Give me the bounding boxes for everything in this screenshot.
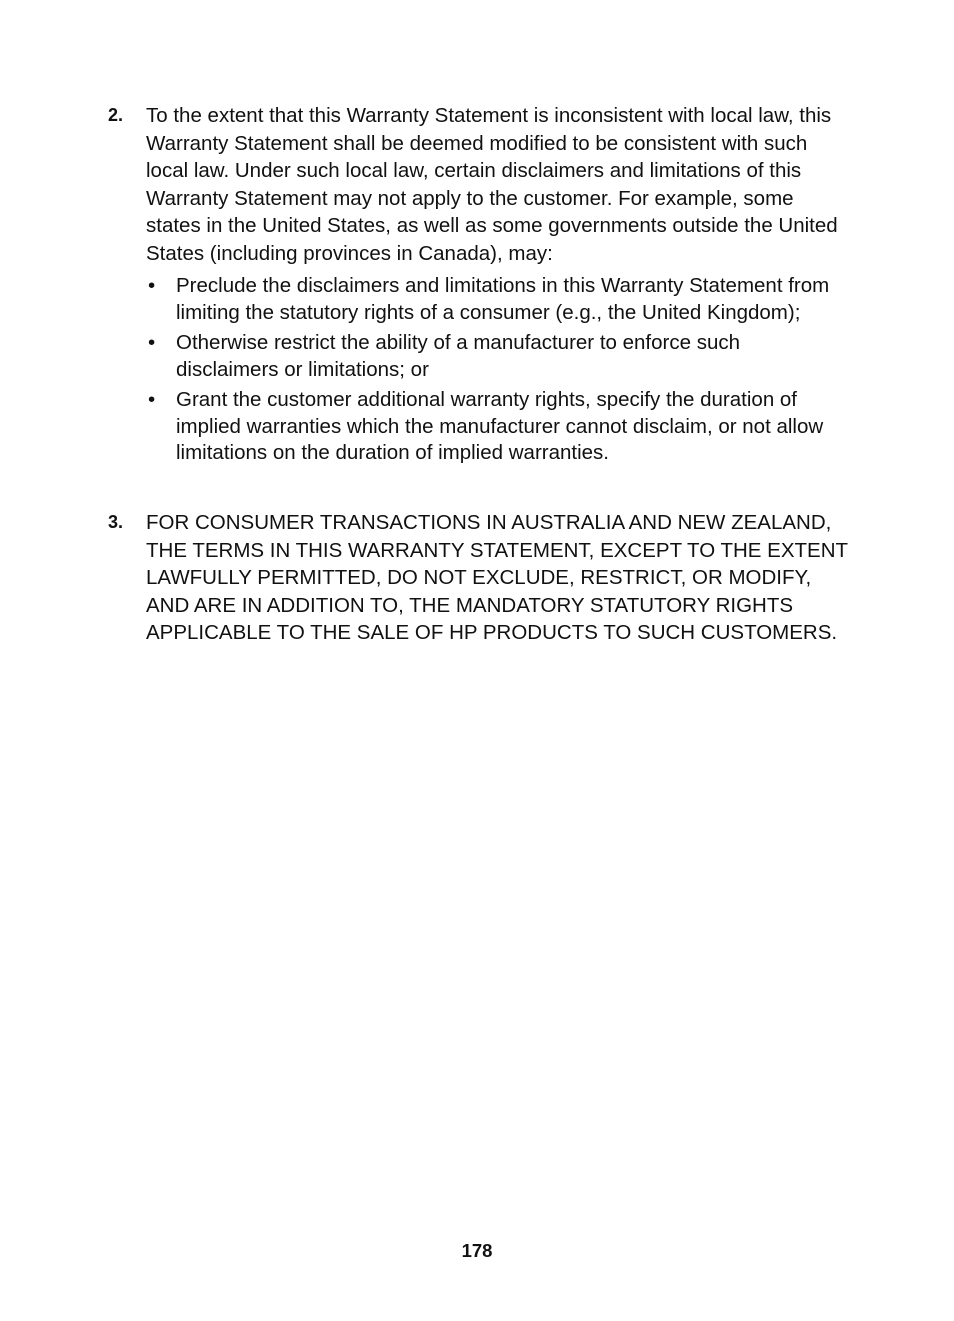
warranty-item-2 — [108, 102, 848, 471]
bullet-icon: • — [148, 331, 156, 354]
bullet-text: Preclude the disclaimers and limitations in this Warranty Statement from limiting the statutory rights of a consumer (e.g., the United Kingdom); — [176, 274, 830, 324]
item-body — [146, 509, 848, 647]
warranty-item-3 — [108, 509, 848, 647]
item-number: 3. — [108, 512, 124, 532]
item-paragraph: FOR CONSUMER TRANSACTIONS IN AUSTRALIA AND NEW ZEALAND, THE TERMS IN THIS WARRANTY STATEMENT, EXCEPT TO THE EXTENT LAWFULLY PERMITTED, DO NOT EXCLUDE, RESTRICT, OR MODIFY, AND ARE IN ADDITION TO, THE MANDATORY STATUTORY RIGHTS APPLICABLE TO THE SALE OF HP PRODUCTS TO SUCH CUSTOMERS. — [146, 511, 848, 644]
bullet-item — [146, 330, 848, 383]
bullet-text: Grant the customer additional warranty rights, specify the duration of implied warranties which the manufacturer cannot disclaim, or not allow limitations on the duration of implied warranties. — [176, 388, 824, 464]
bullet-item — [146, 387, 848, 467]
bullet-icon: • — [148, 274, 156, 297]
bullet-item — [146, 273, 848, 326]
bullet-icon: • — [148, 388, 156, 411]
page-number: 178 — [461, 1240, 493, 1261]
item-paragraph: To the extent that this Warranty Statement is inconsistent with local law, this Warranty Statement shall be deemed modified to be consistent with such local law. Under such local law, certain disclaimers and limitations of this Warranty Statement may not apply to the customer. For example, some states in the United States, as well as some governments outside the United States (including provinces in Canada), may: — [146, 104, 838, 265]
item-body — [146, 102, 848, 467]
bullet-list — [146, 273, 848, 467]
bullet-text: Otherwise restrict the ability of a manufacturer to enforce such disclaimers or limitations; or — [176, 331, 741, 381]
item-number: 2. — [108, 105, 124, 125]
